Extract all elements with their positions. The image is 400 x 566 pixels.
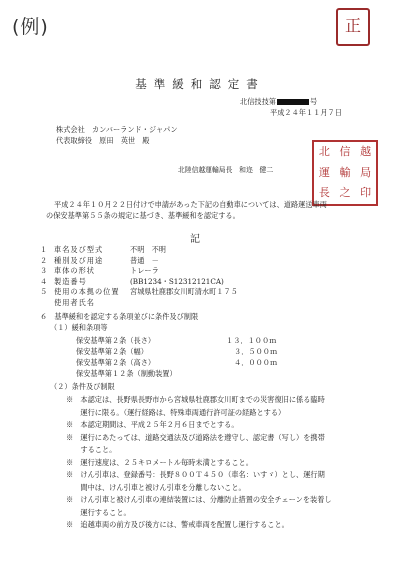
relax-label: 保安基準第２条（長さ）	[76, 336, 156, 345]
list-item	[40, 287, 238, 298]
item-label: 車名及び型式	[54, 245, 104, 254]
seal-char: 局	[360, 165, 372, 179]
item-value: 不明 不明	[130, 245, 166, 254]
document-number	[240, 97, 317, 107]
list-item	[40, 277, 238, 288]
seal-char: 輸	[339, 165, 351, 179]
relax-label: 保安基準第２条（幅）	[76, 347, 148, 356]
condition-line: ※ 運行にあたっては、道路交通法及び道路法を遵守し、認定書（写し）を携帯	[66, 432, 325, 442]
relax-value: ４．０００ｍ	[234, 358, 278, 367]
condition-line: ※ けん引車と被けん引車の連結装置には、分離防止措置の安全チェーンを装着し	[66, 495, 332, 504]
issue-date: 平成２４年１１月７日	[270, 108, 342, 117]
list-item	[40, 245, 238, 256]
seal-char: 印	[360, 186, 372, 200]
item-number: ４	[40, 276, 48, 286]
item-6-heading: ６ 基準緩和を認定する条項並びに条件及び制限	[40, 312, 199, 321]
list-item	[40, 256, 238, 267]
intro-line-1: 平成２４年１０月２２日付けで申請があった下記の自動車については、道路運送車両	[54, 200, 327, 209]
relax-row	[76, 358, 277, 368]
relax-row	[76, 347, 277, 357]
intro-line-2: の保安基準第５５条の規定に基づき、基準緩和を認定する。	[46, 211, 240, 220]
doc-number-prefix: 北信技技第	[240, 97, 276, 106]
seal-char: 北	[318, 145, 330, 158]
seal-char: 長	[318, 186, 330, 200]
seal-char: 信	[339, 145, 351, 158]
condition-line: ※ けん引車は、登録番号：長野８００Ｔ４５０（車名：いすゞ）とし、運行期	[66, 470, 325, 479]
item-value: 宮城県牡鹿郡女川町清水町１７５	[130, 287, 238, 296]
item-number: ３	[40, 266, 48, 275]
seal-char: 越	[360, 145, 372, 158]
item-number: ２	[40, 255, 48, 265]
condition-line: 運行すること。	[66, 507, 131, 517]
relax-label: 保安基準第２条（高さ）	[76, 358, 156, 367]
item-number: ５	[40, 287, 48, 296]
conditions-subheading: （２）条件及び制限	[50, 382, 115, 391]
example-label: (例)	[12, 16, 49, 38]
item-value: (BB1234・S12312121CA)	[130, 276, 224, 286]
seal-char: 之	[339, 186, 351, 200]
top-stamp: 正	[336, 8, 370, 46]
item-value: トレーラ	[130, 266, 159, 275]
condition-line: ※ 本認定は、長野県長野市から宮城県牡鹿郡女川町までの災害復旧に係る臨時	[66, 395, 325, 404]
official-seal	[312, 140, 378, 206]
conditions-list	[66, 395, 332, 533]
condition-line: 間中は、けん引車と被けん引車を分離しないこと。	[66, 482, 246, 492]
document-title: 基準緩和認定書	[135, 77, 265, 91]
issuer-name: 北陸信越運輸局長 和迩 健二	[178, 166, 274, 174]
item-label: 種別及び用途	[54, 255, 104, 265]
item-label: 製造番号	[54, 276, 87, 286]
doc-number-suffix: 号	[309, 97, 318, 106]
list-item	[40, 266, 238, 277]
relax-value: １３．１００ｍ	[226, 336, 277, 345]
condition-line: すること。	[66, 445, 117, 454]
recipient-representative: 代表取締役 原田 英世 殿	[56, 136, 150, 145]
condition-line: ※ 運行速度は、２５キロメートル毎時未満とすること。	[66, 457, 253, 467]
relax-row	[76, 369, 177, 379]
condition-line: ※ 本認定期間は、平成２５年２月６日までとする。	[66, 420, 239, 429]
relax-label: 保安基準第１２条（制動装置）	[76, 369, 177, 378]
condition-line: ※ 追越車両の前方及び後方には、警戒車両を配置し運行すること。	[66, 520, 289, 529]
item-label: 使用者氏名	[54, 297, 95, 307]
section-ki: 記	[190, 234, 204, 245]
recipient-company: 株式会社 カンバーランド・ジャパン	[56, 125, 178, 134]
list-item	[40, 298, 238, 309]
relaxation-subheading: （１）緩和条項等	[50, 323, 108, 332]
vehicle-items	[40, 245, 238, 308]
redaction-bar	[277, 99, 309, 105]
relax-value: ３．５００ｍ	[234, 347, 278, 356]
item-label: 車体の形状	[54, 266, 95, 275]
item-number: １	[40, 245, 48, 254]
seal-char: 運	[318, 165, 330, 179]
item-value: 普通 －	[130, 255, 159, 265]
item-label: 使用の本拠の位置	[54, 287, 120, 296]
relax-row	[76, 336, 276, 346]
condition-line: 運行に限る。（運行経路は、特殊車両通行許可証の経路とする）	[66, 407, 286, 417]
